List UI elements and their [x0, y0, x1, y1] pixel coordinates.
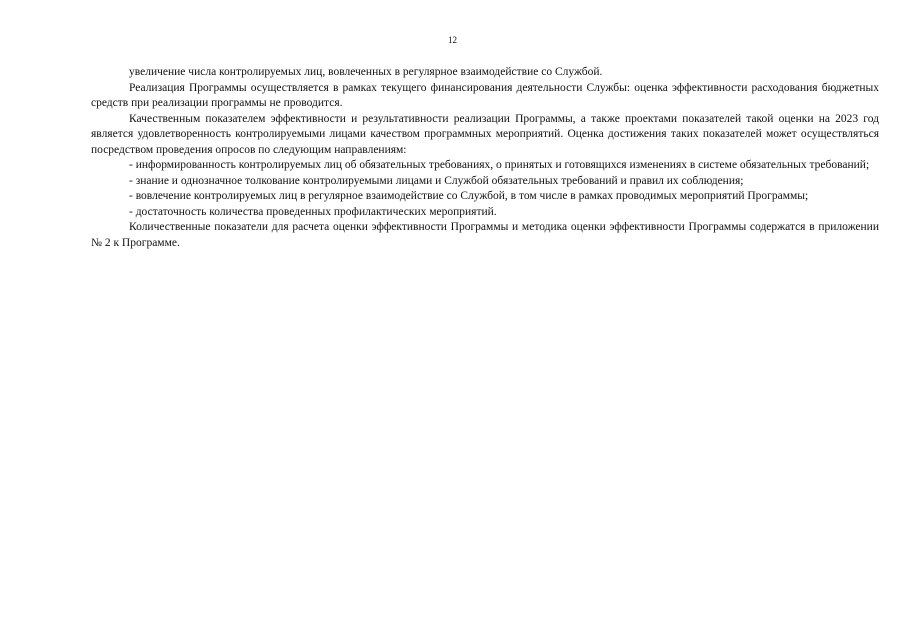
document-body [91, 65, 879, 251]
paragraph-3: Качественным показателем эффективности и результативности реализации Программы, а также проектами показателей такой оценки на 2023 год является удовлетворенность контролируемыми лицами качеством программных мероприятий. Оценка достижения таких показателей может осуществляться посредством проведения опросов по следующим направлениям: [91, 112, 879, 156]
list-item-2: - знание и однозначное толкование контролируемыми лицами и Службой обязательных требований и правил их соблюдения; [129, 174, 744, 187]
paragraph-1: увеличение числа контролируемых лиц, вовлеченных в регулярное взаимодействие со Службой. [129, 66, 603, 78]
paragraph-4: Количественные показатели для расчета оценки эффективности Программы и методика оценки эффективности Программы содержатся в приложении № 2 к Программе. [91, 221, 879, 249]
paragraph-2: Реализация Программы осуществляется в рамках текущего финансирования деятельности Службы: оценка эффективности расходования бюджетных средств при реализации программы не проводится. [91, 81, 879, 109]
list-item-1: - информированность контролируемых лиц об обязательных требованиях, о принятых и готовящихся изменениях в системе обязательных требований; [129, 159, 870, 171]
list-item-4: - достаточность количества проведенных профилактических мероприятий. [129, 205, 497, 218]
list-item-3: - вовлечение контролируемых лиц в регулярное взаимодействие со Службой, в том числе в рамках проводимых мероприятий Программы; [129, 190, 809, 202]
page-number: 12 [448, 35, 457, 45]
